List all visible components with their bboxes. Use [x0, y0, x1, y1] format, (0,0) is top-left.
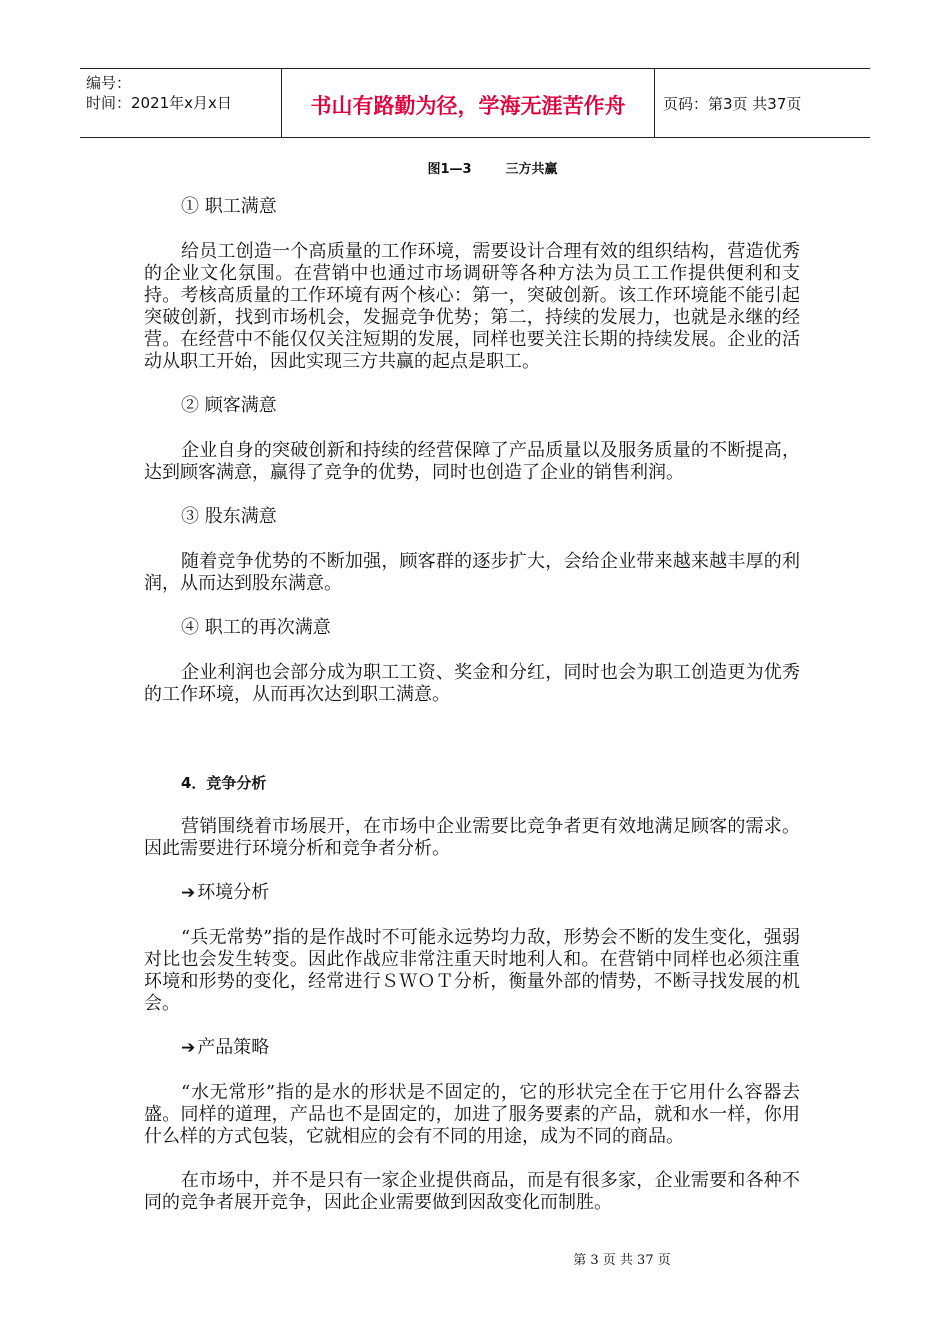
paragraph-competition-intro: 营销围绕着市场展开，在市场中企业需要比竞争者更有效地满足顾客的需求。因此需要进行环境分析和竞争者分析。	[144, 816, 800, 859]
header-page-info: 页码：第3页 共37页	[663, 94, 802, 113]
subheading-shareholder-satisfaction: ③ 股东满意	[181, 506, 277, 527]
subheading-environment-analysis	[144, 882, 800, 904]
subheading-employee-satisfaction: ① 职工满意	[181, 196, 277, 217]
subheading-product-strategy	[144, 1037, 800, 1059]
paragraph-shareholder-satisfaction: 随着竞争优势的不断加强，顾客群的逐步扩大，会给企业带来越来越丰厚的利润，从而达到股东满意。	[144, 551, 800, 594]
page-header	[80, 68, 870, 138]
figure-caption	[0, 158, 950, 177]
header-motto: 书山有路勤为径，学海无涯苦作舟	[282, 69, 655, 137]
page-footer: 第 3 页 共 37 页	[573, 1253, 671, 1268]
right-arrow-icon: ➔	[181, 1038, 196, 1058]
subheading-employee-resatisfaction: ④ 职工的再次满意	[181, 617, 331, 638]
header-number-label: 编号：	[86, 74, 132, 92]
figure-number: 图1—3	[427, 162, 472, 177]
paragraph-employee-resatisfaction: 企业利润也会部分成为职工工资、奖金和分红，同时也会为职工创造更为优秀的工作环境，从而再次达到职工满意。	[144, 662, 800, 705]
product-strategy-label: 产品策略	[197, 1037, 270, 1058]
subheading-customer-satisfaction: ② 顾客满意	[181, 395, 277, 416]
figure-title: 三方共赢	[505, 162, 558, 177]
paragraph-product-strategy: “水无常形”指的是水的形状是不固定的，它的形状完全在于它用什么容器去盛。同样的道理，产品也不是固定的，加进了服务要素的产品，就和水一样，你用什么样的方式包装，它就相应的会有不同的用途，成为不同的商品。	[144, 1082, 800, 1147]
paragraph-market-competition: 在市场中，并不是只有一家企业提供商品，而是有很多家，企业需要和各种不同的竞争者展开竞争，因此企业需要做到因敌变化而制胜。	[144, 1170, 800, 1213]
paragraph-customer-satisfaction: 企业自身的突破创新和持续的经营保障了产品质量以及服务质量的不断提高，达到顾客满意，赢得了竞争的优势，同时也创造了企业的销售利润。	[144, 440, 800, 483]
right-arrow-icon: ➔	[181, 883, 196, 903]
environment-analysis-label: 环境分析	[197, 882, 270, 903]
paragraph-employee-satisfaction: 给员工创造一个高质量的工作环境，需要设计合理有效的组织结构，营造优秀的企业文化氛围。在营销中也通过市场调研等各种方法为员工工作提供便利和支持。考核高质量的工作环境有两个核心：第一，突破创新。该工作环境能不能引起突破创新，找到市场机会，发掘竞争优势；第二，持续的发展力，也就是永继的经营。在经营中不能仅仅关注短期的发展，同样也要关注长期的持续发展。企业的活动从职工开始，因此实现三方共赢的起点是职工。	[144, 241, 800, 372]
section-title-competition: 4．竞争分析	[181, 774, 267, 792]
header-time-label: 时间：2021年x月x日	[86, 94, 232, 112]
document-body	[144, 196, 800, 1236]
paragraph-environment-analysis: “兵无常势”指的是作战时不可能永远势均力敌，形势会不断的发生变化，强弱对比也会发生转变。因此作战应非常注重天时地利人和。在营销中同样也必须注重环境和形势的变化，经常进行ＳＷＯＴ分析，衡量外部的情势，不断寻找发展的机会。	[144, 927, 800, 1014]
header-meta	[80, 69, 282, 137]
